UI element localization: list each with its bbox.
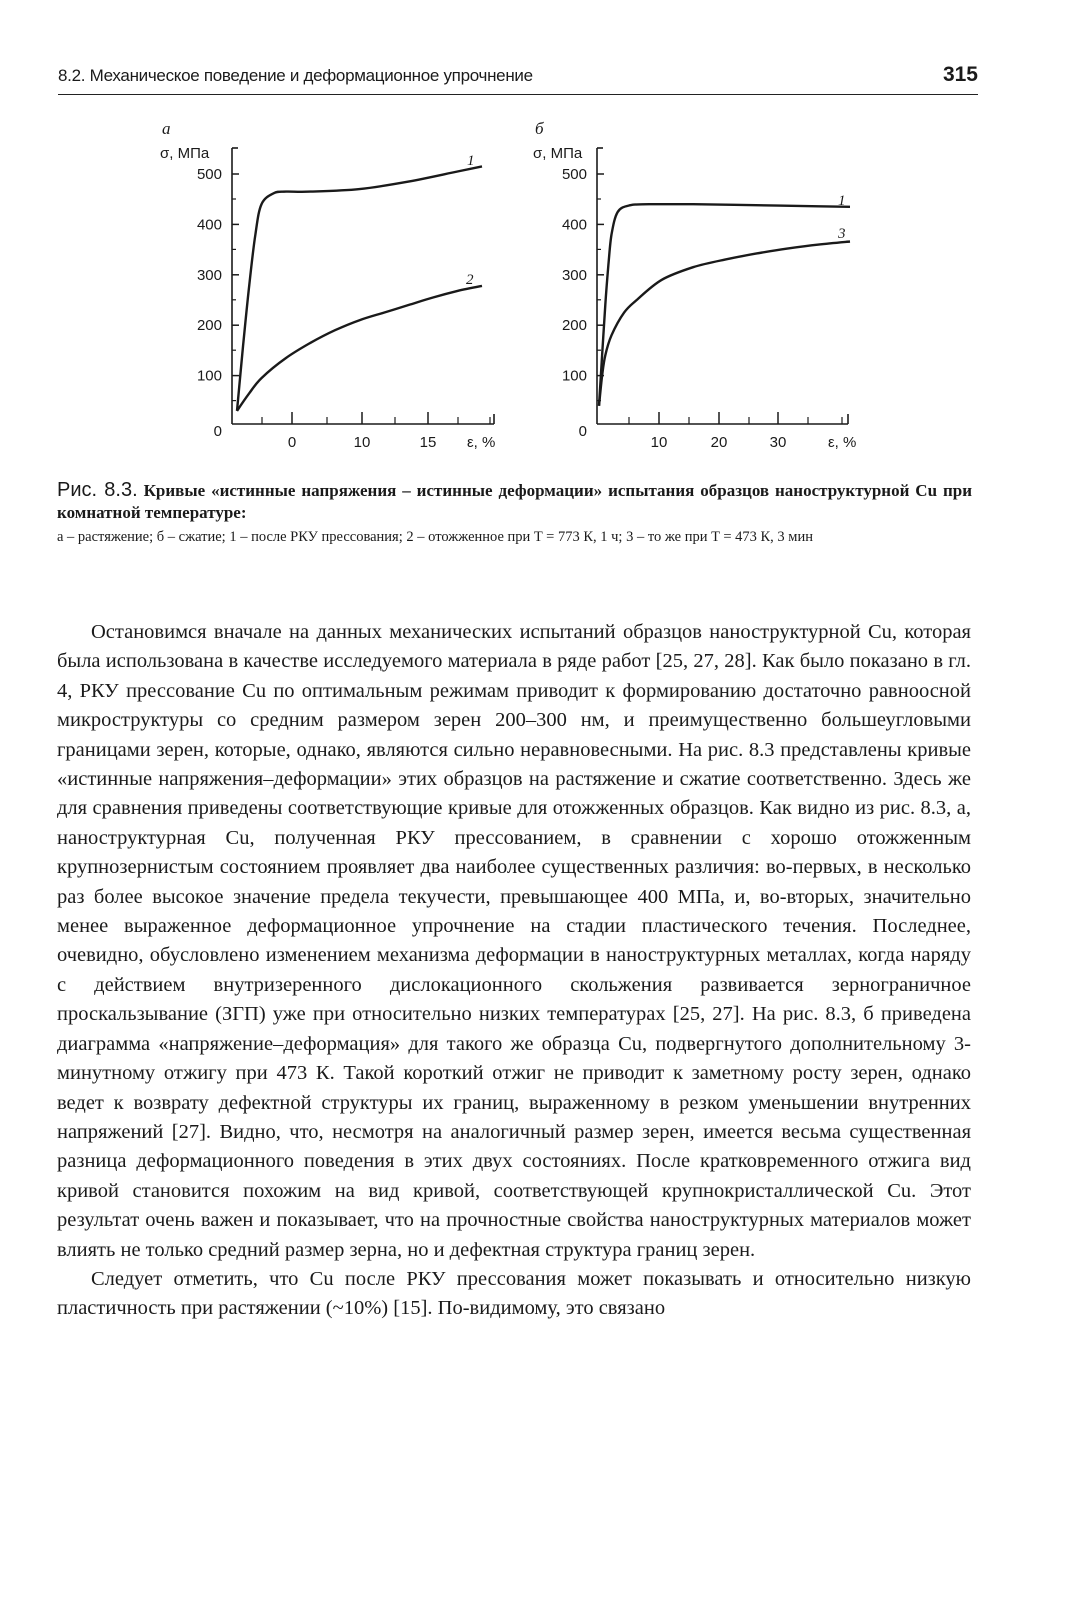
series-line-1	[237, 166, 482, 411]
body-text	[57, 618, 971, 1324]
caption-legend	[57, 528, 972, 546]
caption-title: Кривые «истинные напряжения – истинные деформации» испытания образцов наноструктурной Cu при комнатной температуре:	[57, 481, 973, 522]
running-head	[58, 64, 978, 95]
x-tick-label: 20	[710, 434, 728, 451]
panel-label: б	[535, 119, 544, 138]
paragraph: Следует отметить, что Cu после РКУ прессования может показывать и относительно низкую пластичность при растяжении (~10%) [15]. По-видимому, это связано	[57, 1267, 971, 1320]
y-tick-label: 0	[213, 423, 222, 440]
x-axis-title: ε, %	[467, 434, 496, 451]
legend-item-3: 3 – то же при T = 473 К, 3 мин	[626, 529, 814, 545]
y-tick-label: 300	[196, 266, 222, 284]
caption-title-block	[57, 479, 972, 524]
x-tick-label: 0	[287, 434, 297, 451]
y-tick-label: 0	[578, 423, 587, 440]
y-tick-label: 400	[561, 216, 587, 234]
y-tick-label: 200	[561, 317, 587, 335]
series-line-1	[599, 204, 850, 406]
paragraph: Остановимся вначале на данных механических испытаний образцов наноструктурной Cu, которая была использована в качестве исследуемого материала в ряде работ [25, 27, 28]. Как было показано в гл. 4, РКУ прессование Cu по оптимальным режимам приводит к формированию достаточно равноосной микроструктуры со средним размером зерен 200–300 нм, и преимущественно большеугловыми границами зерен, которые, однако, являются сильно неравновесными. На рис. 8.3 представлены кривые «истинные напряжения–деформации» этих образцов на растяжение и сжатие соответственно. Здесь же для сравнения приведены соответствующие кривые для отожженных образцов. Как видно из рис. 8.3, а, наноструктурная Cu, полученная РКУ прессованием, в сравнении с хорошо отожженным крупнозернистым состоянием проявляет два наиболее существенных различия: во-первых, в несколько раз более высокое значение предела текучести, превышающее 400 МПа, и, во-вторых, значительно менее выраженное деформационное упрочнение на стадии пластического течения. Последнее, очевидно, обусловлено изменением механизма деформации в наноструктурных металлах, когда наряду с действием внутризеренного дислокационного скольжения развивается зернограничное проскальзывание (ЗГП) уже при относительно низких температурах [25, 27]. На рис. 8.3, б приведена диаграмма «напряжение–деформация» для такого же образца Cu, подвергнутого дополнительному 3-минутному отжигу при 473 К. Такой короткий отжиг не приводит к заметному росту зерен, однако ведет к возврату дефектной структуры их границ, выраженному в резком уменьшении внутренних напряжений [27]. Видно, что, несмотря на аналогичный размер зерен, имеется весьма существенная разница деформационного поведения в этих двух состояниях. После кратковременного отжига вид кривой становится похожим на вид кривой, соответствующей крупнокристаллической Cu. Этот результат очень важен и показывает, что на прочностные свойства наноструктурных материалов может влиять не только средний размер зерна, но и дефектная структура границ зерен.	[57, 621, 971, 1261]
y-tick-label: 100	[561, 367, 587, 385]
x-tick-label: 15	[419, 434, 437, 451]
y-tick-label: 400	[196, 216, 222, 234]
chart-panel-b	[510, 110, 890, 455]
legend-item-b: б – сжатие;	[156, 529, 230, 545]
y-tick-label: 300	[561, 266, 587, 284]
series-label-3: 3	[838, 226, 846, 242]
series-line-2	[237, 286, 482, 411]
legend-item-1: 1 – после РКУ прессования;	[229, 529, 407, 545]
x-tick-label: 10	[353, 434, 371, 451]
y-axis-title: σ, МПа	[160, 145, 210, 162]
figure-caption	[57, 479, 972, 546]
chart-panel-a	[140, 110, 520, 455]
x-axis-title: ε, %	[828, 434, 857, 451]
x-tick-label: 10	[650, 434, 668, 451]
page-number: 315	[942, 63, 978, 86]
y-tick-label: 100	[196, 367, 222, 385]
panel-label: а	[162, 119, 171, 138]
running-head-title: 8.2. Механическое поведение и деформационное упрочнение	[58, 66, 533, 85]
series-line-3	[599, 242, 850, 406]
legend-item-a: а – растяжение;	[57, 529, 157, 545]
series-label-1: 1	[467, 153, 475, 169]
y-tick-label: 500	[196, 166, 222, 183]
figure-number: Рис. 8.3.	[57, 479, 138, 501]
y-tick-label: 200	[196, 317, 222, 335]
y-tick-label: 500	[561, 166, 587, 183]
legend-item-2: 2 – отожженное при T = 773 К, 1 ч;	[406, 529, 627, 545]
series-label-1: 1	[838, 193, 846, 209]
series-label-2: 2	[466, 272, 474, 288]
x-tick-label: 30	[769, 434, 787, 451]
y-axis-title: σ, МПа	[533, 145, 583, 162]
